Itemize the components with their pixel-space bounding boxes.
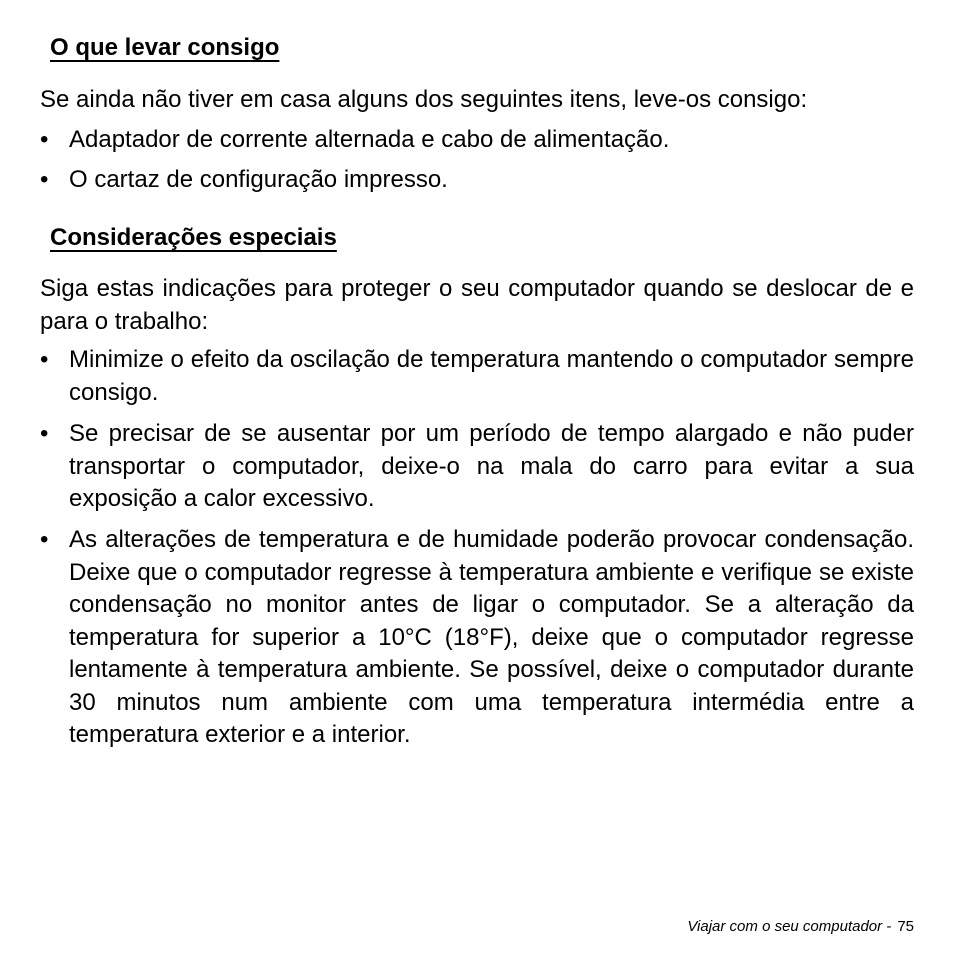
list-item-text: Minimize o efeito da oscilação de temperatura mantendo o computador sempre consigo. xyxy=(69,346,914,406)
list-item-text: O cartaz de configuração impresso. xyxy=(69,166,448,193)
bullet-icon: • xyxy=(40,526,49,553)
section2-intro-paragraph: Siga estas indicações para proteger o seu computador quando se deslocar de e para o trabalho: xyxy=(40,275,914,335)
page-number: 75 xyxy=(897,918,914,935)
bullet-icon: • xyxy=(40,126,49,153)
bullet-icon: • xyxy=(40,346,49,373)
section1-intro-paragraph: Se ainda não tiver em casa alguns dos seguintes itens, leve-os consigo: xyxy=(40,86,808,113)
list-item-text: As alterações de temperatura e de humidade poderão provocar condensação. Deixe que o computador regresse à temperatura ambiente e verifique se existe condensação no monitor antes de ligar o computador. Se a alteração da temperatura for superior a 10°C (18°F), deixe que o computador regresse lentamente à temperatura ambiente. Se possível, deixe o computador durante 30 minutos num ambiente com uma temperatura intermédia entre a temperatura exterior e a interior. xyxy=(69,526,914,748)
section-heading-what-to-bring: O que levar consigo xyxy=(50,34,280,61)
bullet-icon: • xyxy=(40,420,49,447)
list-item-text: Adaptador de corrente alternada e cabo de alimentação. xyxy=(69,126,670,153)
footer-chapter-title: Viajar com o seu computador - xyxy=(687,918,892,935)
list-item-text: Se precisar de se ausentar por um período de tempo alargado e não puder transportar o computador, deixe-o na mala do carro para evitar a sua exposição a calor excessivo. xyxy=(69,420,914,512)
section-heading-special-considerations: Considerações especiais xyxy=(50,224,337,251)
bullet-icon: • xyxy=(40,166,49,193)
page-footer xyxy=(687,918,914,935)
